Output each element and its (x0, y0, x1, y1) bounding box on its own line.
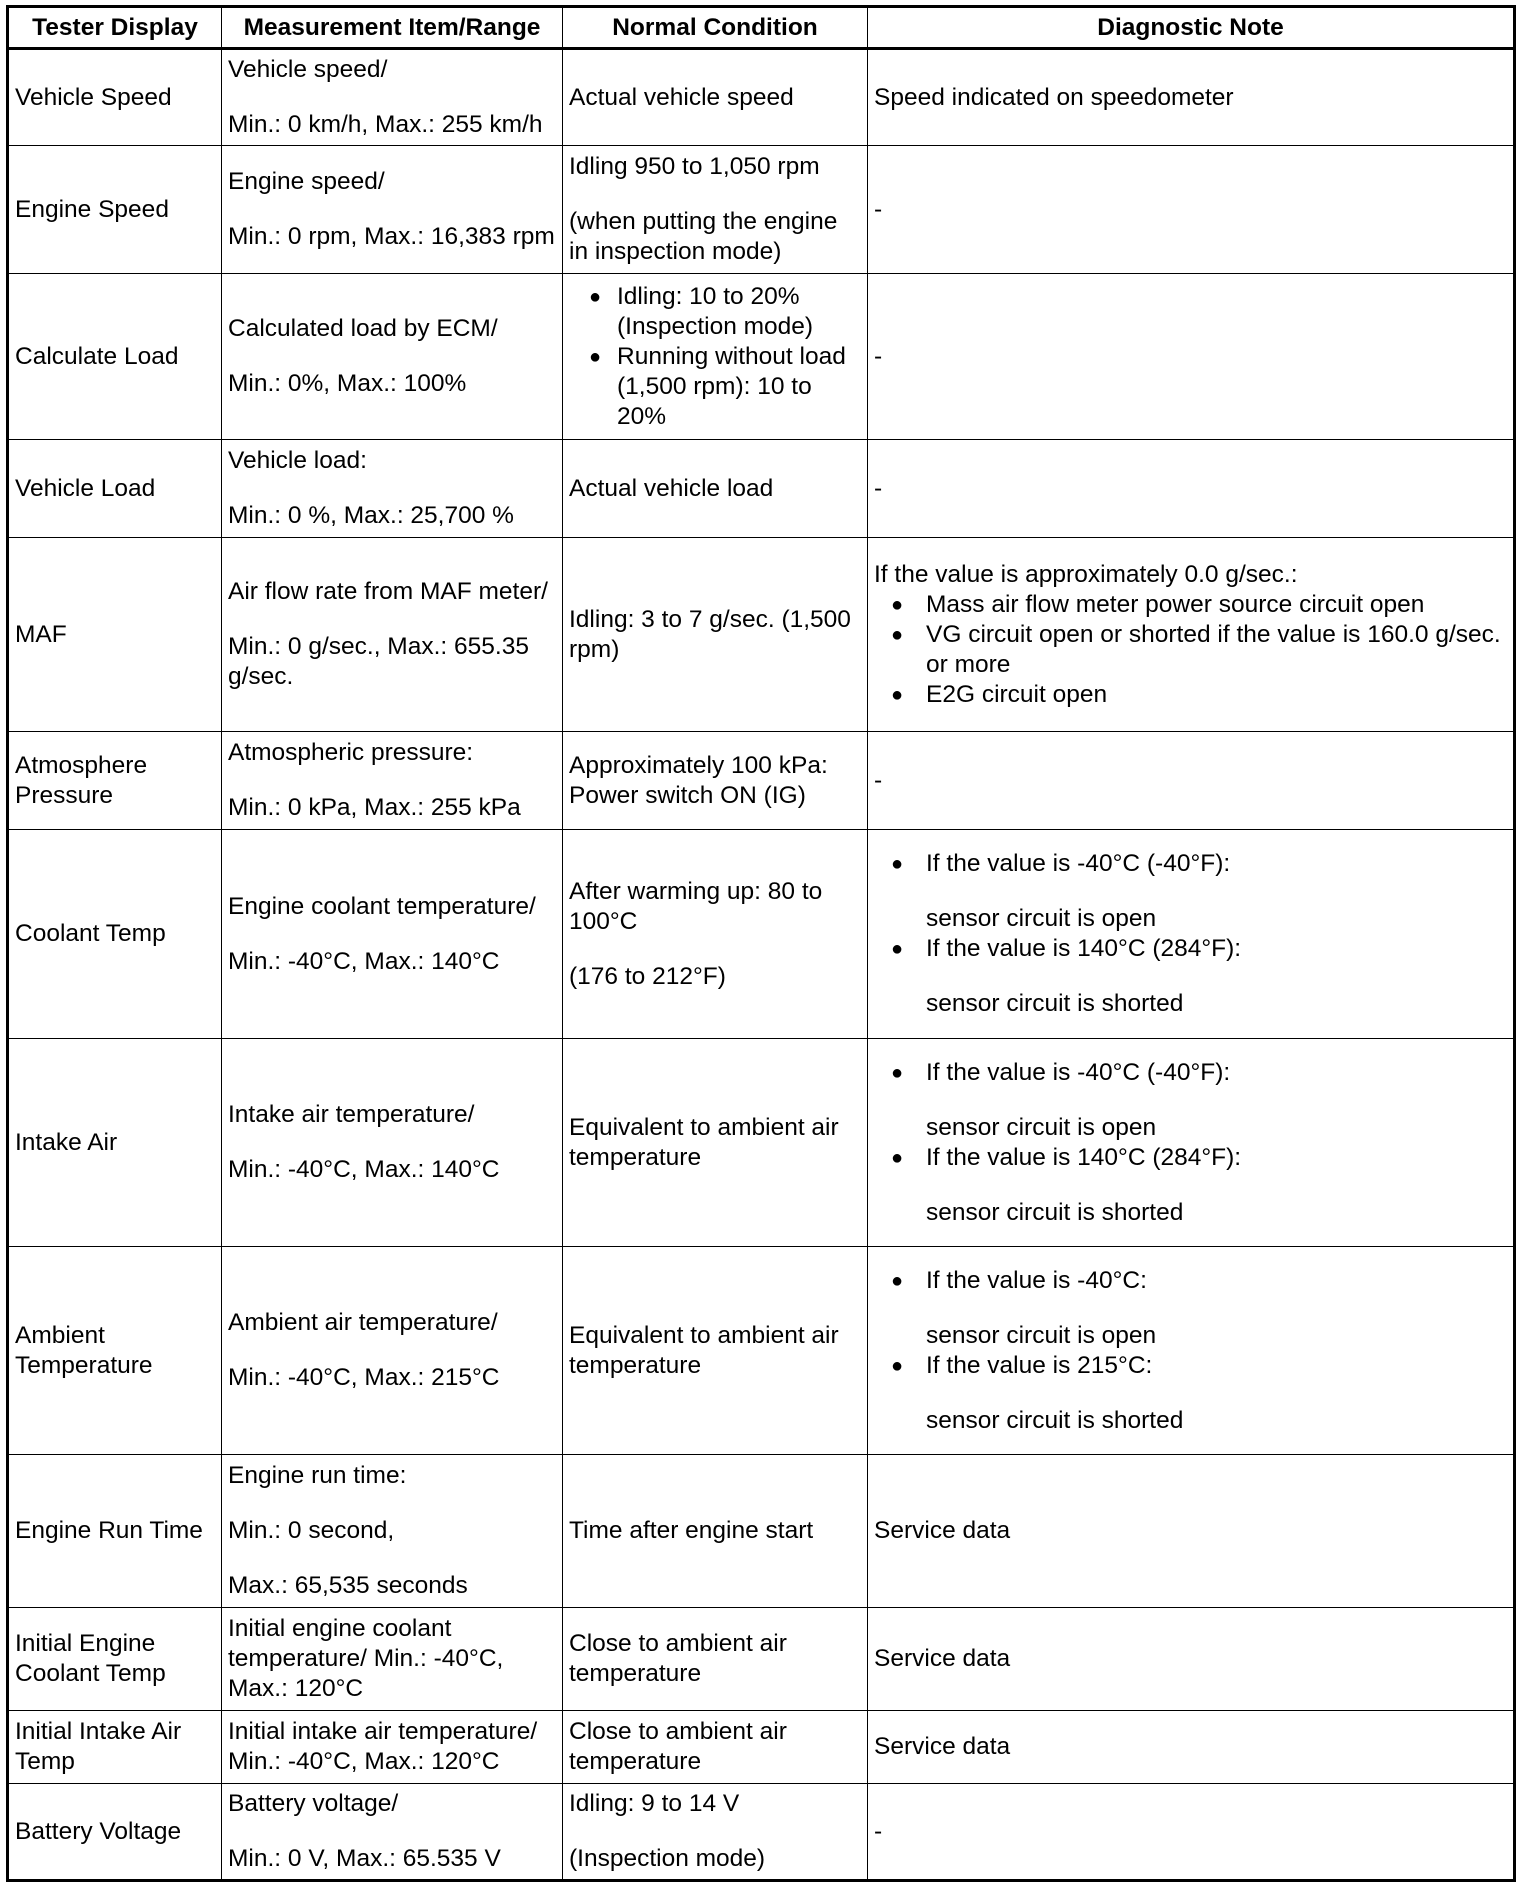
normal-condition-cell (563, 1608, 868, 1711)
table-row (8, 732, 1515, 830)
diagnostic-bullet-list (874, 934, 1507, 964)
measurement-cell (222, 538, 563, 732)
measurement-cell (222, 49, 563, 146)
bullet-subtext: sensor circuit is open (926, 1321, 1157, 1349)
measurement-line: Air flow rate from MAF meter/ (228, 578, 548, 605)
measurement-line: Min.: 0 V, Max.: 65.535 V (228, 1845, 501, 1872)
normal-condition-cell (563, 1247, 868, 1455)
tester-display-cell: Battery Voltage (8, 1784, 222, 1881)
normal-line: Approximately 100 kPa: Power switch ON (IG) (569, 751, 828, 809)
normal-line: Close to ambient air temperature (569, 1630, 787, 1687)
measurement-cell (222, 1711, 563, 1784)
normal-line: Time after engine start (569, 1517, 814, 1544)
bullet-item: ● If the value is 140°C (284°F): (874, 1143, 1507, 1173)
measurement-cell (222, 146, 563, 274)
tester-display-cell: Ambient Temperature (8, 1247, 222, 1455)
bullet-item: ● VG circuit open or shorted if the value is 160.0 g/sec. or more (874, 620, 1507, 680)
diagnostic-note-cell (868, 830, 1515, 1039)
normal-line: Close to ambient air temperature (569, 1718, 787, 1775)
normal-condition-cell (563, 146, 868, 274)
diagnostic-note-cell: Speed indicated on speedometer (868, 49, 1515, 146)
bullet-item: ● E2G circuit open (874, 680, 1507, 710)
normal-condition-cell (563, 274, 868, 440)
measurement-cell (222, 1455, 563, 1608)
normal-line: Idling: 3 to 7 g/sec. (1,500 rpm) (569, 605, 851, 663)
measurement-line: Min.: -40°C, Max.: 215°C (228, 1364, 500, 1391)
measurement-line: Min.: -40°C, Max.: 140°C (228, 1156, 500, 1183)
measurement-line: Max.: 65,535 seconds (228, 1572, 468, 1599)
table-row (8, 1247, 1515, 1455)
bullet-subtext: sensor circuit is open (926, 905, 1157, 932)
normal-condition-cell (563, 732, 868, 830)
tester-display-cell: Intake Air (8, 1039, 222, 1247)
measurement-line: Ambient air temperature/ (228, 1309, 498, 1336)
normal-line: Equivalent to ambient air temperature (569, 1113, 839, 1171)
bullet-item: ● If the value is -40°C: (874, 1266, 1507, 1296)
measurement-line: Min.: 0 g/sec., Max.: 655.35 g/sec. (228, 633, 529, 690)
table-row (8, 1784, 1515, 1881)
normal-line: Equivalent to ambient air temperature (569, 1321, 839, 1379)
bullet-subtext: sensor circuit is open (926, 1113, 1157, 1141)
diagnostic-note-cell: Service data (868, 1455, 1515, 1608)
diagnostic-note-cell (868, 1247, 1515, 1455)
bullet-item: ● If the value is -40°C (-40°F): (874, 849, 1507, 879)
header-diagnostic-note: Diagnostic Note (868, 7, 1515, 49)
bullet-item: ● Idling: 10 to 20% (Inspection mode) (569, 282, 861, 342)
measurement-line: Min.: 0 rpm, Max.: 16,383 rpm (228, 223, 555, 250)
measurement-cell (222, 440, 563, 538)
diagnostic-intro: If the value is approximately 0.0 g/sec.: (874, 560, 1298, 588)
bullet-subtext: sensor circuit is shorted (926, 1406, 1184, 1434)
diagnostic-bullet-list (874, 590, 1507, 710)
diagnostic-bullet-list (874, 1266, 1507, 1296)
tester-display-cell: Vehicle Load (8, 440, 222, 538)
table-row (8, 49, 1515, 146)
normal-condition-cell (563, 1039, 868, 1247)
normal-condition-cell (563, 830, 868, 1039)
tester-display-cell: Engine Run Time (8, 1455, 222, 1608)
table-row (8, 1039, 1515, 1247)
diagnostic-note-cell: - (868, 440, 1515, 538)
bullet-item: ● If the value is 140°C (284°F): (874, 934, 1507, 964)
normal-line: Idling: 9 to 14 V (569, 1790, 740, 1817)
diagnostic-bullet-list (874, 1143, 1507, 1173)
measurement-line: Min.: 0 second, (228, 1517, 395, 1544)
measurement-line: Vehicle load: (228, 447, 367, 474)
diagnostic-note-cell: Service data (868, 1711, 1515, 1784)
measurement-line: Initial engine coolant temperature/ Min.: -40°C, Max.: 120°C (228, 1615, 504, 1702)
table-row (8, 830, 1515, 1039)
table-row (8, 274, 1515, 440)
normal-line: (when putting the engine in inspection mode) (569, 208, 838, 265)
measurement-line: Engine coolant temperature/ (228, 892, 536, 920)
measurement-line: Min.: -40°C, Max.: 140°C (228, 947, 500, 975)
bullet-subtext: sensor circuit is shorted (926, 990, 1184, 1017)
table-row (8, 1608, 1515, 1711)
table-row (8, 1711, 1515, 1784)
header-tester-display: Tester Display (8, 7, 222, 49)
table-row (8, 538, 1515, 732)
tester-display-cell: Engine Speed (8, 146, 222, 274)
tester-display-cell: MAF (8, 538, 222, 732)
bullet-item: ● Mass air flow meter power source circuit open (874, 590, 1507, 620)
normal-condition-cell (563, 1455, 868, 1608)
measurement-cell (222, 1247, 563, 1455)
measurement-cell (222, 274, 563, 440)
measurement-line: Vehicle speed/ (228, 56, 388, 83)
diagnostic-note-cell (868, 1039, 1515, 1247)
tester-display-cell: Atmosphere Pressure (8, 732, 222, 830)
normal-line: (176 to 212°F) (569, 962, 726, 990)
header-measurement: Measurement Item/Range (222, 7, 563, 49)
measurement-line: Atmospheric pressure: (228, 739, 474, 766)
measurement-line: Initial intake air temperature/ Min.: -40°C, Max.: 120°C (228, 1718, 538, 1775)
table-row (8, 146, 1515, 274)
diagnostic-note-cell: - (868, 274, 1515, 440)
diagnostic-note-cell: - (868, 732, 1515, 830)
diagnostic-note-cell: - (868, 1784, 1515, 1881)
diagnostic-note-cell: Service data (868, 1608, 1515, 1711)
measurement-cell (222, 732, 563, 830)
measurement-line: Calculated load by ECM/ (228, 315, 498, 342)
bullet-subtext: sensor circuit is shorted (926, 1198, 1184, 1226)
measurement-line: Min.: 0 kPa, Max.: 255 kPa (228, 794, 521, 821)
diagnostic-note-cell: - (868, 146, 1515, 274)
normal-line: After warming up: 80 to 100°C (569, 877, 823, 935)
normal-line: Actual vehicle speed (569, 83, 794, 111)
measurement-cell (222, 1039, 563, 1247)
data-list-table (6, 5, 1516, 1882)
normal-line: (Inspection mode) (569, 1845, 766, 1872)
measurement-line: Battery voltage/ (228, 1790, 399, 1817)
table-row (8, 1455, 1515, 1608)
table-row (8, 440, 1515, 538)
measurement-cell (222, 1784, 563, 1881)
bullet-item: ● If the value is -40°C (-40°F): (874, 1058, 1507, 1088)
table-header-row (8, 7, 1515, 49)
tester-display-cell: Calculate Load (8, 274, 222, 440)
measurement-line: Intake air temperature/ (228, 1101, 475, 1128)
diagnostic-bullet-list (874, 1058, 1507, 1088)
diagnostic-note-cell (868, 538, 1515, 732)
normal-condition-cell (563, 49, 868, 146)
measurement-line: Min.: 0 %, Max.: 25,700 % (228, 502, 514, 529)
normal-bullet-list (569, 282, 861, 432)
tester-display-cell: Initial Engine Coolant Temp (8, 1608, 222, 1711)
measurement-line: Min.: 0%, Max.: 100% (228, 370, 467, 397)
bullet-item: ● If the value is 215°C: (874, 1351, 1507, 1381)
measurement-line: Engine run time: (228, 1462, 407, 1489)
bullet-item: ● Running without load (1,500 rpm): 10 to 20% (569, 342, 861, 432)
measurement-cell (222, 830, 563, 1039)
normal-condition-cell (563, 1711, 868, 1784)
normal-line: Actual vehicle load (569, 474, 774, 502)
diagnostic-bullet-list (874, 849, 1507, 879)
header-normal-condition: Normal Condition (563, 7, 868, 49)
tester-display-cell: Coolant Temp (8, 830, 222, 1039)
diagnostic-bullet-list (874, 1351, 1507, 1381)
normal-line: Idling 950 to 1,050 rpm (569, 153, 820, 180)
measurement-line: Engine speed/ (228, 168, 385, 195)
normal-condition-cell (563, 440, 868, 538)
normal-condition-cell (563, 1784, 868, 1881)
tester-display-cell: Vehicle Speed (8, 49, 222, 146)
tester-display-cell: Initial Intake Air Temp (8, 1711, 222, 1784)
measurement-cell (222, 1608, 563, 1711)
measurement-line: Min.: 0 km/h, Max.: 255 km/h (228, 111, 543, 138)
normal-condition-cell (563, 538, 868, 732)
